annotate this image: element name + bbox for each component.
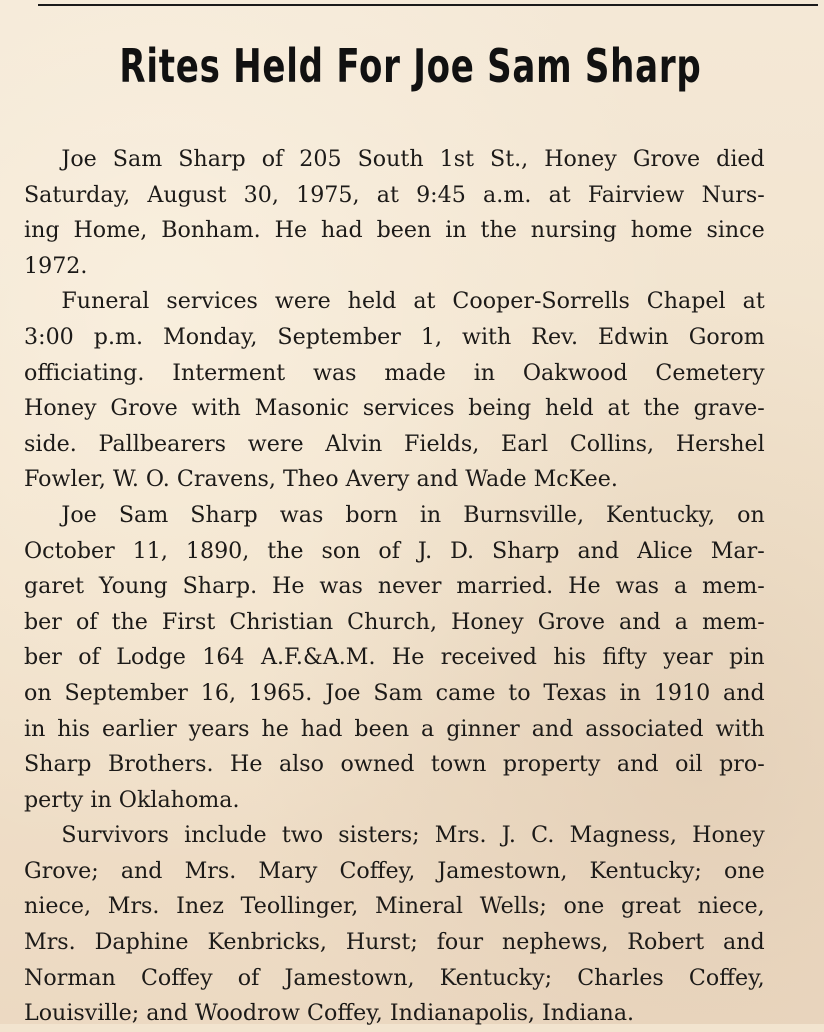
text-line: Funeral services were held at Cooper-Sorrells Chapel at xyxy=(61,288,765,315)
text-line: Louisville; and Woodrow Coffey, Indianapolis, Indiana. xyxy=(24,1000,635,1027)
paragraph-funeral-services xyxy=(24,284,765,498)
article-body xyxy=(24,142,765,1032)
text-line: Survivors include two sisters; Mrs. J. C. Magness, Honey xyxy=(61,822,765,849)
text-line: officiating. Interment was made in Oakwood Cemetery xyxy=(24,359,765,386)
text-line: on September 16, 1965. Joe Sam came to Texas in 1910 and xyxy=(24,679,765,706)
text-line: Mrs. Daphine Kenbricks, Hurst; four nephews, Robert and xyxy=(24,929,765,956)
headline: Rites Held For Joe Sam Sharp xyxy=(119,39,702,93)
text-line: Grove; and Mrs. Mary Coffey, Jamestown, Kentucky; one xyxy=(24,857,765,884)
text-line: October 11, 1890, the son of J. D. Sharp and Alice Mar- xyxy=(24,537,765,564)
paragraph-biography xyxy=(24,498,765,818)
text-line: garet Young Sharp. He was never married. He was a mem- xyxy=(24,573,765,600)
text-line: Joe Sam Sharp was born in Burnsville, Kentucky, on xyxy=(61,501,765,528)
text-line: ing Home, Bonham. He had been in the nursing home since xyxy=(24,217,765,244)
text-line: niece, Mrs. Inez Teollinger, Mineral Wells; one great niece, xyxy=(24,893,765,920)
text-line: in his earlier years he had been a ginner and associated with xyxy=(24,715,765,742)
text-line: Sharp Brothers. He also owned town property and oil pro- xyxy=(24,751,765,778)
text-line: 1972. xyxy=(24,252,88,279)
paragraph-death-notice xyxy=(24,142,765,284)
text-line: Joe Sam Sharp of 205 South 1st St., Honey Grove died xyxy=(61,146,765,172)
text-line: Honey Grove with Masonic services being held at the grave- xyxy=(24,395,765,422)
paragraph-survivors xyxy=(24,818,765,1032)
text-line: ber of the First Christian Church, Honey Grove and a mem- xyxy=(24,608,765,635)
text-line: Norman Coffey of Jamestown, Kentucky; Charles Coffey, xyxy=(24,964,765,991)
top-rule xyxy=(38,4,818,6)
text-line: 3:00 p.m. Monday, September 1, with Rev. Edwin Gorom xyxy=(24,323,765,350)
text-line: perty in Oklahoma. xyxy=(24,786,240,813)
text-line: Saturday, August 30, 1975, at 9:45 a.m. at Fairview Nurs- xyxy=(24,181,765,208)
text-line: Fowler, W. O. Cravens, Theo Avery and Wade McKee. xyxy=(24,466,618,493)
text-line: side. Pallbearers were Alvin Fields, Earl Collins, Hershel xyxy=(24,430,765,457)
text-line: ber of Lodge 164 A.F.&A.M. He received his fifty year pin xyxy=(24,644,765,671)
